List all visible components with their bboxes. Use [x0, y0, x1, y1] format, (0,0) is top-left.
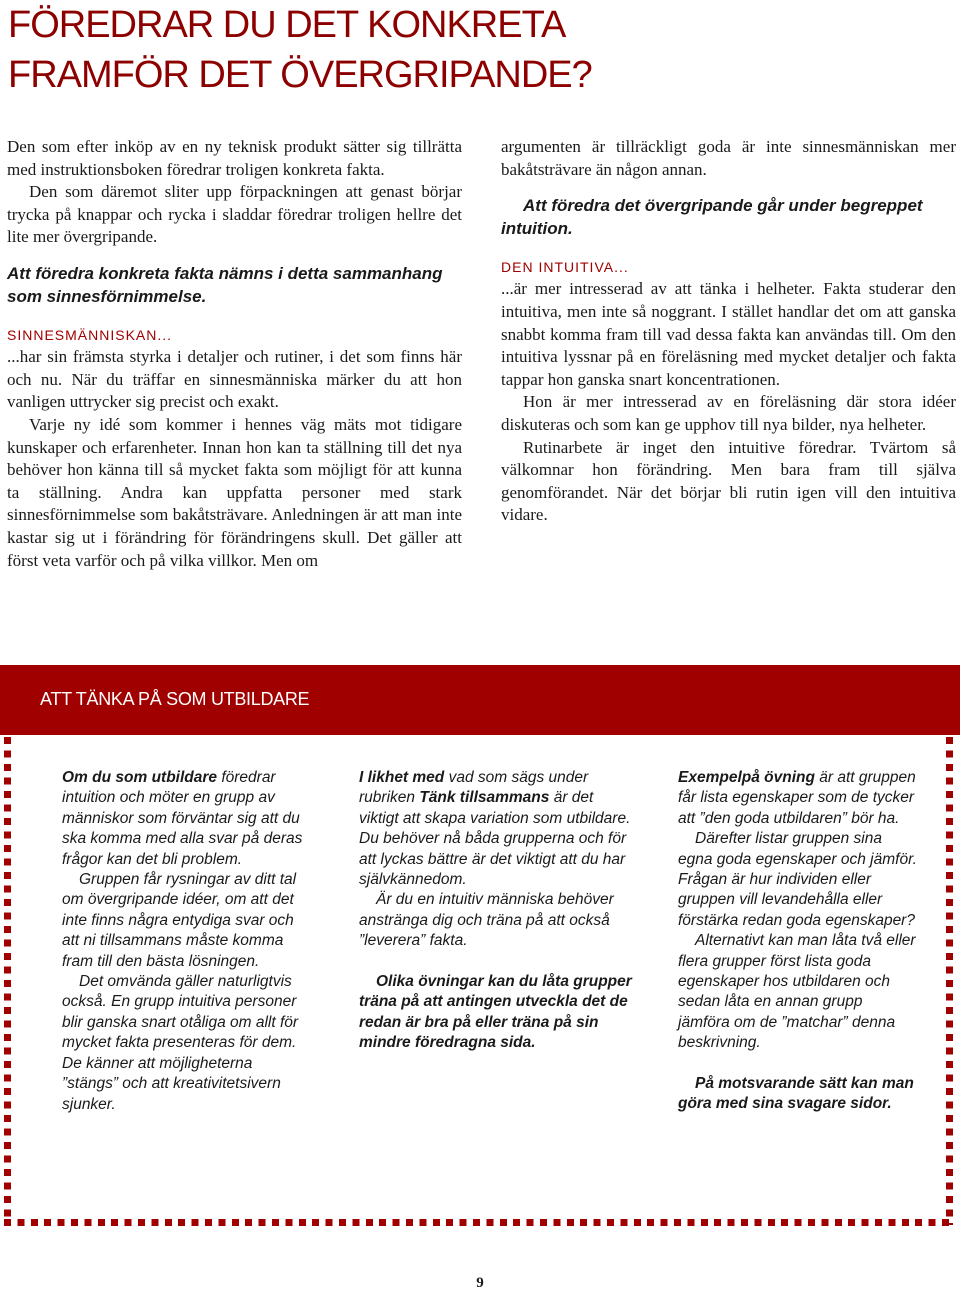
right-column — [501, 136, 956, 527]
section-heading-sinnesmanniskan: SINNESMÄNNISKAN... — [7, 327, 173, 344]
intro-paragraph-1: Den som efter inköp av en ny teknisk produkt sätter sig tillrätta med instruktionsboken föredrar troligen konkreta fakta. — [7, 137, 462, 179]
left-column — [7, 136, 462, 572]
intuitiva-paragraph-3: Rutinarbete är inget den intuitive föredrar. Tvärtom så välkomnar hon förändring. Men bara fram till själva genomförandet. När det börjar bli rutin igen vill den intuitiva vidare. — [501, 437, 956, 525]
intuitiva-paragraph-2: Hon är mer intresserad av en föreläsning där stora idéer diskuteras och som kan ge upphov till nya bilder, nya helheter. — [501, 392, 956, 434]
page-title — [8, 0, 708, 100]
tips-box-banner — [0, 665, 960, 735]
intuitiva-paragraph-1: ...är mer intresserad av att tänka i helheter. Fakta studerar den intuitiva, men inte så noggrant. I stället handlar det om att ganska snabbt komma fram till vad dessa fakta kan användas till. Om den intuitiva lyssnar på en föreläsning med mycket detaljer och fakta tappar hon ganska snart koncentrationen. — [501, 279, 956, 389]
tips-col3-paragraph-2: Därefter listar gruppen sina egna goda egenskaper och jämför. Frågan är hur individen eller gruppen vill levandehålla eller förstärka redan goda egenskaper? — [678, 830, 917, 929]
sinnes-paragraph-2: Varje ny idé som kommer i hennes väg mäts mot tidigare kunskaper och erfarenheter. Innan hon kan ta ställning till det nya behöver hon känna till så mycket fakta som möjligt för att kunna ta ställning. Andra kan uppfatta personer med stark sinnesförnimmelse som bakåtsträvare. Anledningen är att man inte kastar sig ut i förändring för förändringens skull. Det gäller att först veta varför och på vilka villkor. Men om — [7, 414, 462, 570]
continued-paragraph: argumenten är tillräckligt goda är inte sinnesmänniskan mer bakåtsträvare än någon annan. — [501, 137, 956, 179]
tips-col2-paragraph-2: Är du en intuitiv människa behöver anstränga dig och träna på att också ”leverera” fakta. — [359, 891, 614, 950]
subheading-konkreta: Att föredra konkreta fakta nämns i detta sammanhang som sinnesförnimmelse. — [7, 263, 443, 306]
title-line-1: FÖREDRAR DU DET KONKRETA — [8, 4, 566, 46]
box-border-right-dotted — [946, 737, 953, 1225]
tips-col2-paragraph-1: I likhet med vad som sägs under rubriken Tänk tillsammans är det viktigt att skapa variation som utbildare. Du behöver nå båda grupperna och för att lyckas bättre är det viktigt att du har självkännedom. — [359, 769, 631, 889]
tips-col3-paragraph-4: På motsvarande sätt kan man göra med sina svagare sidor. — [678, 1075, 914, 1113]
sinnes-paragraph-1: ...har sin främsta styrka i detaljer och rutiner, i det som finns här och nu. När du träffar en sinnesmänniska märker du att hon vanligen uttrycker sig precist och exakt. — [7, 347, 462, 412]
tips-column-3 — [678, 768, 918, 1115]
tips-col1-paragraph-3: Det omvända gäller naturligtvis också. En grupp intuitiva personer blir ganska snart otåliga om allt för mycket fakta presenteras för dem. De känner att möjligheterna ”stängs” och att kreativitetsivern sjunker. — [62, 973, 299, 1113]
intro-paragraph-2: Den som däremot sliter upp förpackningen att genast börjar trycka på knappar och rycka i sladdar föredrar troligen hellre det lite mer övergripande. — [7, 182, 462, 247]
tips-col1-paragraph-2: Gruppen får rysningar av ditt tal om övergripande idéer, om att det inte finns några entydiga svar och att ni tillsammans måste komma fram till den bästa lösningen. — [62, 871, 297, 970]
page-number: 9 — [476, 1275, 484, 1291]
title-line-2: FRAMFÖR DET ÖVERGRIPANDE? — [8, 54, 592, 96]
tips-col1-lead: Om du som utbildare — [62, 769, 218, 786]
tips-box-title: ATT TÄNKA PÅ SOM UTBILDARE — [40, 689, 310, 709]
box-border-left-dotted — [4, 737, 11, 1225]
tips-column-2 — [359, 768, 634, 1054]
tips-col1-paragraph-1: Om du som utbildare föredrar intuition och möter en grupp av människor som förväntar sig att du ska komma med alla svar på deras frågor kan det bli problem. — [62, 769, 303, 868]
tips-col3-paragraph-3: Alternativt kan man låta två eller flera grupper först lista goda egenskaper hos utbildaren och sedan låta en annan grupp jämföra om de ”matchar” denna beskrivning. — [678, 932, 916, 1052]
section-heading-intuitiva: DEN INTUITIVA... — [501, 259, 629, 276]
tips-col3-paragraph-1: Exempelpå övning är att gruppen får lista egenskaper som de tycker att ”den goda utbildaren” bör ha. — [678, 769, 916, 827]
subheading-intuition: Att föredra det övergripande går under begreppet intuition. — [501, 196, 923, 238]
tips-col2-paragraph-3: Olika övningar kan du låta grupper träna på att antingen utveckla det de redan är bra på eller träna på sin mindre föredragna sida. — [359, 973, 632, 1052]
tips-column-1 — [62, 768, 312, 1115]
box-border-bottom-dotted — [4, 1219, 953, 1226]
